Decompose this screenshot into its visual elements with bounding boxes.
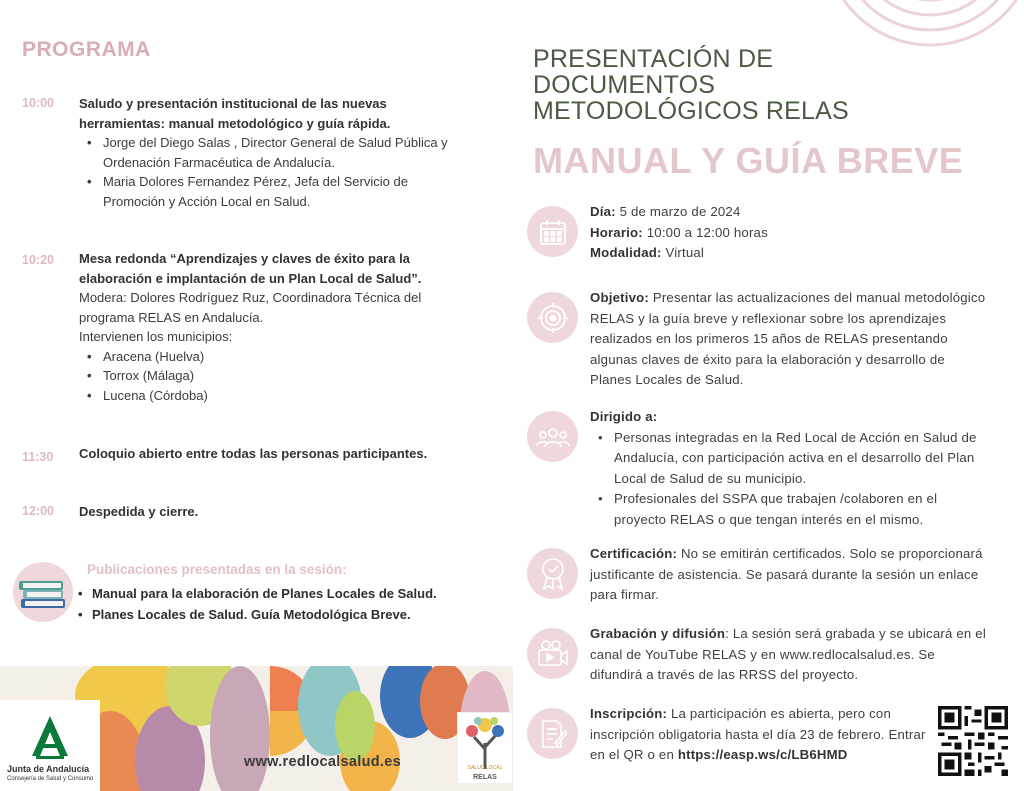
dia-value: 5 de marzo de 2024 <box>615 204 741 219</box>
books-icon <box>13 562 73 622</box>
list-item: • Manual para la elaboración de Planes Locales de Salud. <box>78 583 437 604</box>
inscripcion-text: La participación es abierta, pero con inscripción obligatoria hasta el día 23 de febrero. Entrar en el QR o en <box>590 706 926 762</box>
people-icon <box>527 411 578 462</box>
programa-title: PROGRAMA <box>22 38 151 61</box>
dirigido-label: Dirigido a: <box>590 409 658 424</box>
horario-label: Horario: <box>590 224 643 240</box>
list-item: • Personas integradas en la Red Local de Acción en Salud de Andalucía, con participación activa en el desarrollo del Plan Local de Salud de su municipio. <box>590 428 990 490</box>
agenda-time: 11:30 <box>22 450 54 464</box>
publications-list <box>78 583 437 625</box>
list-item: • Lucena (Córdoba) <box>87 386 459 406</box>
junta-logo <box>0 700 100 791</box>
video-camera-icon <box>527 628 578 679</box>
list-item: • Maria Dolores Fernandez Pérez, Jefa del Servicio de Promoción y Acción Local en Salud. <box>87 172 459 211</box>
objetivo-text: Presentar las actualizaciones del manual metodológico RELAS y la guía breve y reflexionar sobre los aprendizajes realizados en los primeros 15 años de RELAS presentando algunas claves de éxito para la elaboración y desarrollo de Planes Locales de Salud. <box>590 290 986 387</box>
horario-value: 10:00 a 12:00 horas <box>642 224 768 240</box>
list-item: • Torrox (Málaga) <box>87 366 459 386</box>
target-icon <box>527 292 578 343</box>
certificacion-label: Certificación: <box>590 546 678 561</box>
event-subtitle: PRESENTACIÓN DE DOCUMENTOS METODOLÓGICOS RELAS <box>533 45 849 125</box>
agenda-heading: Mesa redonda “Aprendizajes y claves de éxito para la elaboración e implantación de un Plan Local de Salud”. <box>79 251 422 286</box>
modalidad-label: Modalidad: <box>590 245 662 260</box>
list-item: • Planes Locales de Salud. Guía Metodológica Breve. <box>78 604 437 625</box>
award-icon <box>527 548 578 599</box>
list-item: • Aracena (Huelva) <box>87 347 459 367</box>
objetivo-label: Objetivo: <box>590 290 649 305</box>
agenda-time: 12:00 <box>22 504 54 518</box>
event-title: MANUAL Y GUÍA BREVE <box>533 140 964 181</box>
relas-logo-label: RELAS <box>473 774 497 781</box>
junta-logo-mark <box>0 700 100 760</box>
agenda-municipalities-label: Intervienen los municipios: <box>79 329 233 344</box>
agenda-heading: Despedida y cierre. <box>79 504 199 519</box>
certificacion-text: No se emitirán certificados. Solo se proporcionará justificante de asistencia. Se pasará durante la sesión un enlace para firmar. <box>590 546 983 602</box>
junta-logo-name: Junta de Andalucía <box>7 764 90 774</box>
grabacion-text: : La sesión será grabada y se ubicará en el canal de YouTube RELAS y en www.redlocalsalud.es. Se difundirá a través de las RRSS del proyecto. <box>590 626 986 682</box>
modalidad-value: Virtual <box>661 245 705 260</box>
calendar-icon <box>527 206 578 257</box>
list-item: • Profesionales del SSPA que trabajen /colaboren en el proyecto RELAS o que tengan interés en el mismo. <box>590 489 990 530</box>
relas-logo <box>457 712 513 784</box>
grabacion-label: Grabación y difusión <box>590 626 726 641</box>
relas-logo-tree <box>458 713 512 771</box>
relas-logo-caption: SALUD LOCAL <box>467 765 503 771</box>
agenda-time: 10:20 <box>22 253 54 267</box>
agenda-heading: Coloquio abierto entre todas las personas participantes. <box>79 446 428 461</box>
inscripcion-link[interactable]: https://easp.ws/c/LB6HMD <box>677 747 848 762</box>
agenda-heading: Saludo y presentación institucional de las nuevas herramientas: manual metodológico y guía rápida. <box>79 96 391 131</box>
inscripcion-label: Inscripción: <box>590 706 668 721</box>
agenda-time: 10:00 <box>22 96 54 110</box>
agenda-moderator: Modera: Dolores Rodríguez Ruz, Coordinadora Técnica del programa RELAS en Andalucía. <box>79 290 422 325</box>
qr-code[interactable] <box>938 706 1008 776</box>
list-item: • Jorge del Diego Salas , Director General de Salud Pública y Ordenación Farmacéutica de Andalucía. <box>87 133 459 172</box>
publications-title: Publicaciones presentadas en la sesión: <box>87 562 347 577</box>
website-url[interactable]: www.redlocalsalud.es <box>244 754 401 770</box>
dia-label: Día: <box>590 204 616 219</box>
junta-logo-dept: Consejería de Salud y Consumo <box>7 776 94 782</box>
document-pen-icon <box>527 708 578 759</box>
